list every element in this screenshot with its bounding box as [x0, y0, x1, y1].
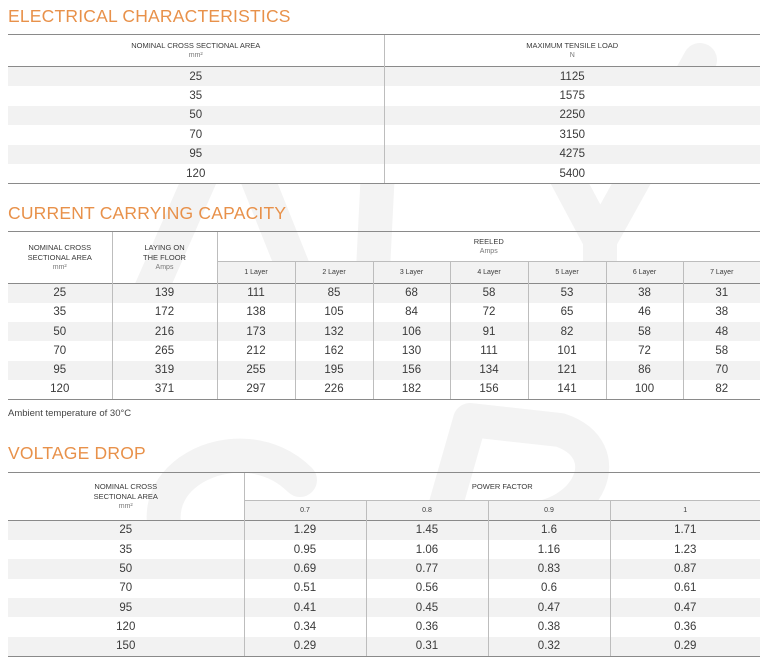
reeled-amps-cell: 106	[373, 322, 450, 341]
voltage-drop-cell: 0.47	[488, 598, 610, 617]
electrical-table	[8, 34, 760, 184]
table-row	[8, 145, 760, 165]
table-row	[8, 106, 760, 126]
table-row	[8, 380, 760, 399]
tensile-load-cell: 2250	[384, 106, 760, 126]
reeled-amps-cell: 48	[683, 322, 760, 341]
tensile-load-cell: 3150	[384, 125, 760, 145]
col-header-laying-on-floor: LAYING ON THE FLOOR Amps	[112, 232, 217, 284]
voltage-drop-cell: 0.29	[244, 637, 366, 656]
reeled-amps-cell: 162	[295, 341, 373, 360]
voltage-drop-cell: 0.38	[488, 617, 610, 636]
table-row	[8, 540, 760, 559]
reeled-amps-cell: 38	[683, 303, 760, 322]
voltage-drop-cell: 1.6	[488, 521, 610, 540]
layer-header: 4 Layer	[450, 262, 528, 284]
cross-section-cell: 70	[8, 125, 384, 145]
floor-amps-cell: 172	[112, 303, 217, 322]
voltage-drop-cell: 1.71	[610, 521, 760, 540]
layer-header: 6 Layer	[606, 262, 683, 284]
voltage-drop-cell: 0.83	[488, 559, 610, 578]
voltage-drop-cell: 0.51	[244, 579, 366, 598]
reeled-amps-cell: 182	[373, 380, 450, 399]
cross-section-cell: 95	[8, 361, 112, 380]
voltage-drop-cell: 0.41	[244, 598, 366, 617]
table-row	[8, 86, 760, 106]
voltage-title: VOLTAGE DROP	[8, 443, 146, 463]
cross-section-cell: 120	[8, 617, 244, 636]
reeled-amps-cell: 72	[450, 303, 528, 322]
reeled-amps-cell: 255	[217, 361, 295, 380]
voltage-drop-cell: 0.36	[610, 617, 760, 636]
voltage-header-row	[8, 473, 760, 501]
voltage-drop-cell: 0.69	[244, 559, 366, 578]
cross-section-cell: 50	[8, 559, 244, 578]
reeled-amps-cell: 65	[528, 303, 606, 322]
voltage-drop-cell: 0.87	[610, 559, 760, 578]
cross-section-cell: 70	[8, 341, 112, 360]
cross-section-cell: 35	[8, 303, 112, 322]
power-factor-header: 0.7	[244, 501, 366, 521]
current-table-body	[8, 284, 760, 400]
table-row	[8, 164, 760, 184]
current-section	[8, 203, 760, 419]
floor-amps-cell: 139	[112, 284, 217, 303]
table-row	[8, 521, 760, 540]
voltage-drop-cell: 0.34	[244, 617, 366, 636]
reeled-amps-cell: 82	[683, 380, 760, 399]
floor-amps-cell: 265	[112, 341, 217, 360]
reeled-amps-cell: 111	[217, 284, 295, 303]
electrical-header-row	[8, 35, 760, 67]
power-factor-header: 0.9	[488, 501, 610, 521]
reeled-amps-cell: 132	[295, 322, 373, 341]
reeled-amps-cell: 130	[373, 341, 450, 360]
electrical-section	[8, 6, 760, 184]
col-header-cross-section: NOMINAL CROSS SECTIONAL AREA mm²	[8, 473, 244, 521]
voltage-section	[8, 443, 760, 657]
voltage-drop-cell: 0.36	[366, 617, 488, 636]
table-row	[8, 341, 760, 360]
voltage-drop-cell: 0.6	[488, 579, 610, 598]
table-row	[8, 617, 760, 636]
cross-section-cell: 35	[8, 86, 384, 106]
voltage-table-body	[8, 521, 760, 657]
reeled-amps-cell: 226	[295, 380, 373, 399]
table-row	[8, 284, 760, 303]
voltage-drop-cell: 0.32	[488, 637, 610, 656]
layer-header: 3 Layer	[373, 262, 450, 284]
power-factor-header: 0.8	[366, 501, 488, 521]
reeled-amps-cell: 84	[373, 303, 450, 322]
floor-amps-cell: 216	[112, 322, 217, 341]
reeled-amps-cell: 121	[528, 361, 606, 380]
table-row	[8, 322, 760, 341]
cross-section-cell: 95	[8, 598, 244, 617]
reeled-amps-cell: 105	[295, 303, 373, 322]
reeled-amps-cell: 141	[528, 380, 606, 399]
cross-section-cell: 50	[8, 322, 112, 341]
col-header-cross-section: NOMINAL CROSS SECTIONAL AREA mm²	[8, 35, 384, 67]
layer-header: 2 Layer	[295, 262, 373, 284]
tensile-load-cell: 1575	[384, 86, 760, 106]
voltage-drop-cell: 1.45	[366, 521, 488, 540]
reeled-amps-cell: 70	[683, 361, 760, 380]
reeled-amps-cell: 68	[373, 284, 450, 303]
layer-header: 5 Layer	[528, 262, 606, 284]
reeled-amps-cell: 156	[373, 361, 450, 380]
voltage-drop-cell: 0.47	[610, 598, 760, 617]
current-table	[8, 231, 760, 400]
cross-section-cell: 25	[8, 284, 112, 303]
table-row	[8, 637, 760, 656]
reeled-amps-cell: 195	[295, 361, 373, 380]
cross-section-cell: 70	[8, 579, 244, 598]
voltage-drop-cell: 0.61	[610, 579, 760, 598]
cross-section-cell: 50	[8, 106, 384, 126]
cross-section-cell: 120	[8, 164, 384, 184]
reeled-amps-cell: 31	[683, 284, 760, 303]
table-row	[8, 67, 760, 87]
cross-section-cell: 25	[8, 521, 244, 540]
tensile-load-cell: 5400	[384, 164, 760, 184]
table-row	[8, 559, 760, 578]
reeled-amps-cell: 134	[450, 361, 528, 380]
reeled-amps-cell: 58	[450, 284, 528, 303]
table-row	[8, 125, 760, 145]
floor-amps-cell: 319	[112, 361, 217, 380]
reeled-amps-cell: 138	[217, 303, 295, 322]
voltage-drop-cell: 0.29	[610, 637, 760, 656]
tensile-load-cell: 4275	[384, 145, 760, 165]
current-header-row	[8, 232, 760, 262]
floor-amps-cell: 371	[112, 380, 217, 399]
reeled-amps-cell: 38	[606, 284, 683, 303]
reeled-amps-cell: 91	[450, 322, 528, 341]
col-header-cross-section: NOMINAL CROSS SECTIONAL AREA mm²	[8, 232, 112, 284]
reeled-amps-cell: 86	[606, 361, 683, 380]
reeled-amps-cell: 101	[528, 341, 606, 360]
col-header-tensile-load: MAXIMUM TENSILE LOAD N	[384, 35, 760, 67]
table-row	[8, 598, 760, 617]
current-title: CURRENT CARRYING CAPACITY	[8, 203, 287, 223]
voltage-drop-cell: 1.23	[610, 540, 760, 559]
cross-section-cell: 120	[8, 380, 112, 399]
tensile-load-cell: 1125	[384, 67, 760, 87]
table-row	[8, 579, 760, 598]
table-row	[8, 303, 760, 322]
reeled-amps-cell: 173	[217, 322, 295, 341]
electrical-title: ELECTRICAL CHARACTERISTICS	[8, 6, 291, 26]
reeled-amps-cell: 53	[528, 284, 606, 303]
reeled-amps-cell: 85	[295, 284, 373, 303]
reeled-amps-cell: 212	[217, 341, 295, 360]
col-header-power-factor: POWER FACTOR	[244, 473, 760, 501]
reeled-amps-cell: 58	[683, 341, 760, 360]
table-row	[8, 361, 760, 380]
reeled-amps-cell: 297	[217, 380, 295, 399]
ambient-temperature-note: Ambient temperature of 30°C	[8, 407, 132, 419]
cross-section-cell: 95	[8, 145, 384, 165]
reeled-amps-cell: 111	[450, 341, 528, 360]
voltage-drop-cell: 0.95	[244, 540, 366, 559]
voltage-drop-cell: 0.77	[366, 559, 488, 578]
cross-section-cell: 150	[8, 637, 244, 656]
cross-section-cell: 35	[8, 540, 244, 559]
col-header-reeled: REELED Amps	[217, 232, 760, 262]
power-factor-header: 1	[610, 501, 760, 521]
reeled-amps-cell: 46	[606, 303, 683, 322]
voltage-drop-cell: 1.29	[244, 521, 366, 540]
voltage-drop-cell: 0.56	[366, 579, 488, 598]
voltage-table	[8, 472, 760, 657]
voltage-drop-cell: 0.31	[366, 637, 488, 656]
voltage-drop-cell: 1.06	[366, 540, 488, 559]
reeled-amps-cell: 82	[528, 322, 606, 341]
reeled-amps-cell: 72	[606, 341, 683, 360]
reeled-amps-cell: 100	[606, 380, 683, 399]
layer-header: 1 Layer	[217, 262, 295, 284]
cross-section-cell: 25	[8, 67, 384, 87]
voltage-drop-cell: 1.16	[488, 540, 610, 559]
reeled-amps-cell: 156	[450, 380, 528, 399]
layer-header: 7 Layer	[683, 262, 760, 284]
reeled-amps-cell: 58	[606, 322, 683, 341]
voltage-drop-cell: 0.45	[366, 598, 488, 617]
electrical-table-body	[8, 67, 760, 184]
